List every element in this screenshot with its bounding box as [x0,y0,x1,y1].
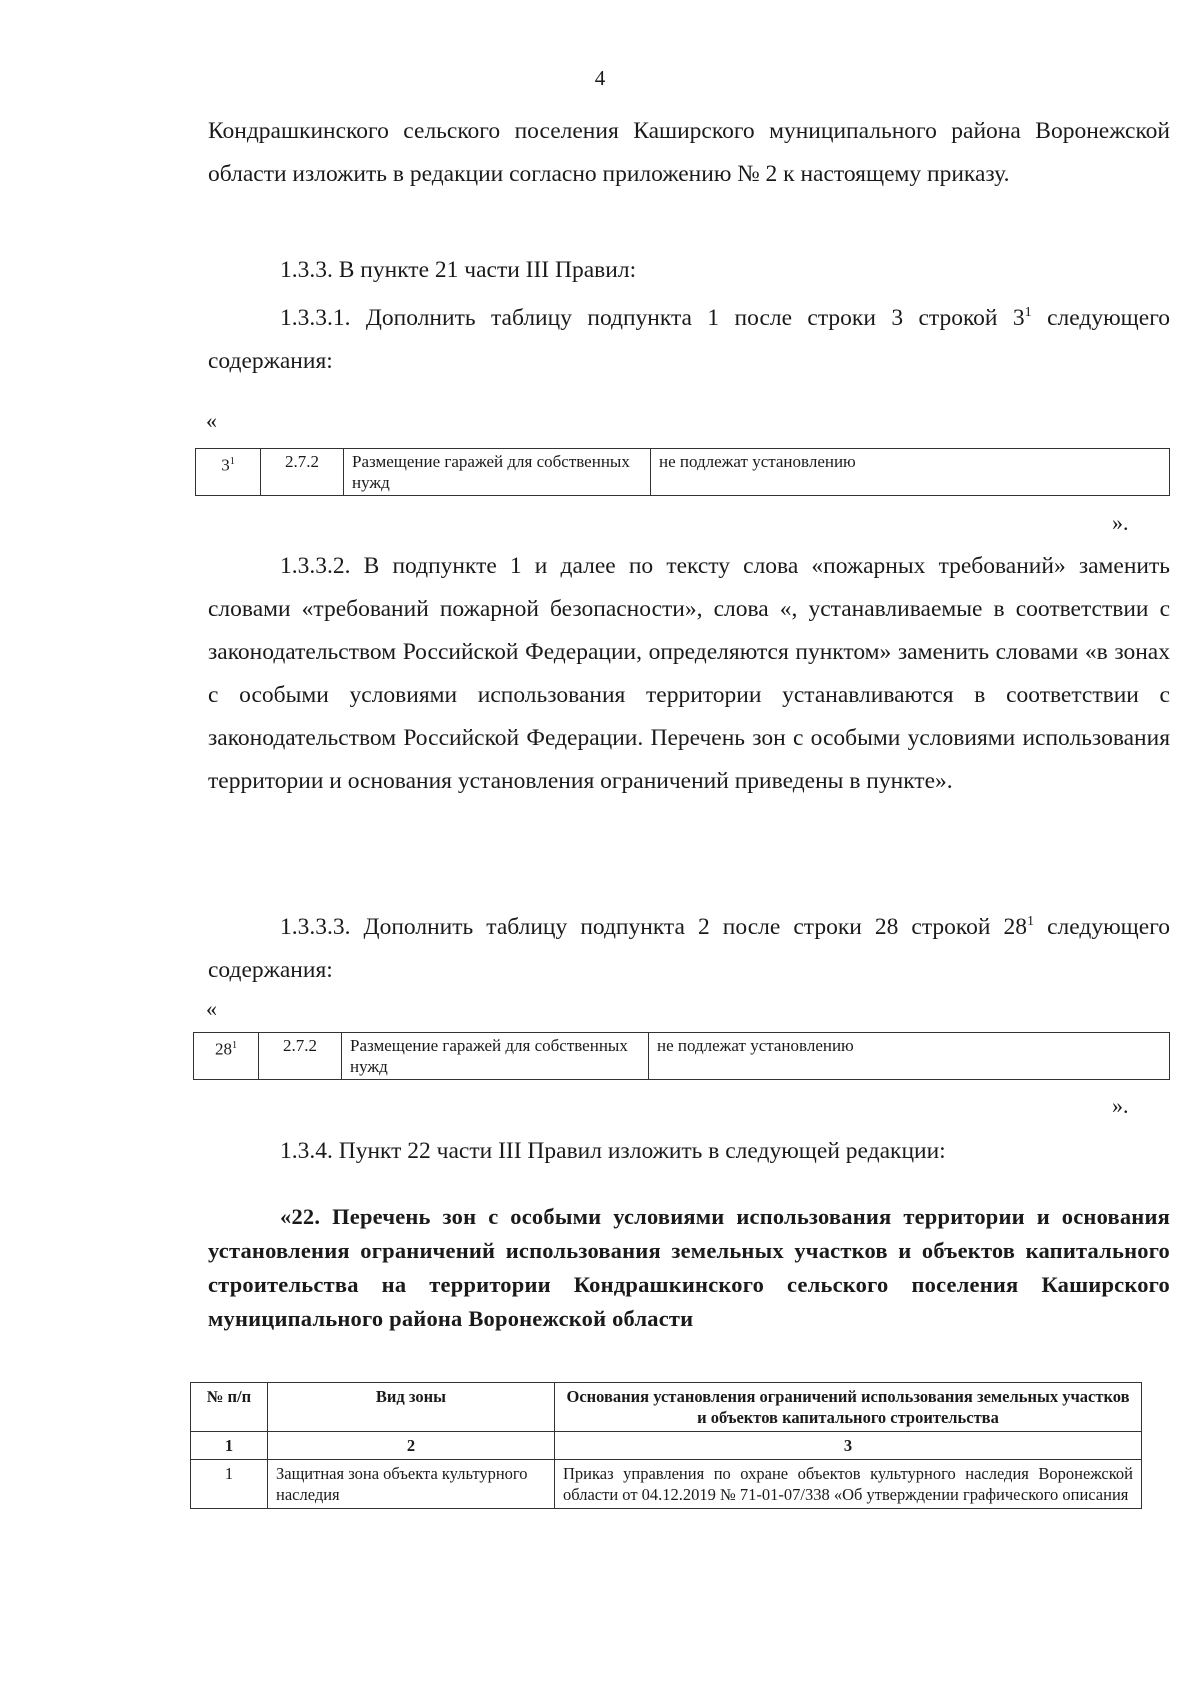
row-number-cell: $28^1$ [194,1033,259,1080]
paragraph-1-3-3: 1.3.3. В пункте 21 части III Правил: [280,257,637,283]
open-quote: « [206,408,217,433]
paragraph-1-3-3-3 [208,900,1170,992]
table-header-row [191,1383,1142,1432]
column-number-2: 2 [268,1432,555,1460]
open-quote: « [206,996,217,1021]
header-number: № п/п [191,1383,268,1432]
paragraph-1-3-3-2: 1.3.3.2. В подпункте 1 и далее по тексту слова «пожарных требований» заменить словами «требований пожарной безопасности», слова «, устанавливаемые в соответствии с законодательством Российской Федерации, определяются пунктом» заменить словами «в зонах с особыми условиями использования территории устанавливаются в соответствии с законодательством Российской Федерации. Перечень зон с особыми условиями использования территории и основания установления ограничений приведены в пункте». [208,553,1170,794]
paragraph-1-3-3-1-text: 1.3.3.1. Дополнить таблицу подпункта 1 после строки 3 строкой 3 [280,304,1025,331]
zone-type-cell: Защитная зона объекта культурного наследия [268,1460,555,1509]
paragraph-1-3-3-3-tail: следующего содержания: [208,913,1170,983]
row-number-cell: $3^1$ [196,449,261,496]
zones-table [190,1382,1142,1509]
code-cell: 2.7.2 [259,1033,342,1080]
column-number-1: 1 [191,1432,268,1460]
table-row [194,1033,1170,1080]
paragraph-1-3-3-1-tail: следующего содержания: [208,304,1170,374]
code-cell: 2.7.2 [261,449,344,496]
close-quote: ». [1112,1093,1129,1118]
paragraph-intro: Кондрашкинского сельского поселения Каширского муниципального района Воронежской области изложить в редакции согласно приложению № 2 к настоящему приказу. [208,118,1170,187]
header-basis: Основания установления ограничений использования земельных участков и объектов капитального строительства [555,1383,1142,1432]
garage-table-1 [195,448,1170,496]
page-number: 4 [594,66,606,90]
row-number-cell: 1 [191,1460,268,1509]
garage-table-2 [193,1032,1170,1080]
use-name-cell: Размещение гаражей для собственных нужд [342,1033,649,1080]
value-cell: не подлежат установлению [649,1033,1170,1080]
close-quote: ». [1112,510,1129,535]
superscript: 1 [1027,913,1035,929]
paragraph-1-3-3-3-text: 1.3.3.3. Дополнить таблицу подпункта 2 после строки 28 строкой 28 [280,913,1028,940]
column-number-3: 3 [555,1432,1142,1460]
table-row [196,449,1170,496]
heading-22: «22. Перечень зон с особыми условиями использования территории и основания установления ограничений использования земельных участков и объектов капитального строительства на территории Кондрашкинского сельского поселения Каширского муниципального района Воронежской области [208,1204,1170,1331]
table-row [191,1460,1142,1509]
column-number-row [191,1432,1142,1460]
superscript: 1 [1024,304,1032,320]
paragraph-1-3-3-1 [208,291,1170,383]
basis-cell: Приказ управления по охране объектов культурного наследия Воронежской области от 04.12.2019 № 71-01-07/338 «Об утверждении графического описания [555,1460,1142,1509]
use-name-cell: Размещение гаражей для собственных нужд [344,449,651,496]
value-cell: не подлежат установлению [651,449,1170,496]
paragraph-1-3-4: 1.3.4. Пункт 22 части III Правил изложить в следующей редакции: [280,1138,946,1164]
header-zone-type: Вид зоны [268,1383,555,1432]
